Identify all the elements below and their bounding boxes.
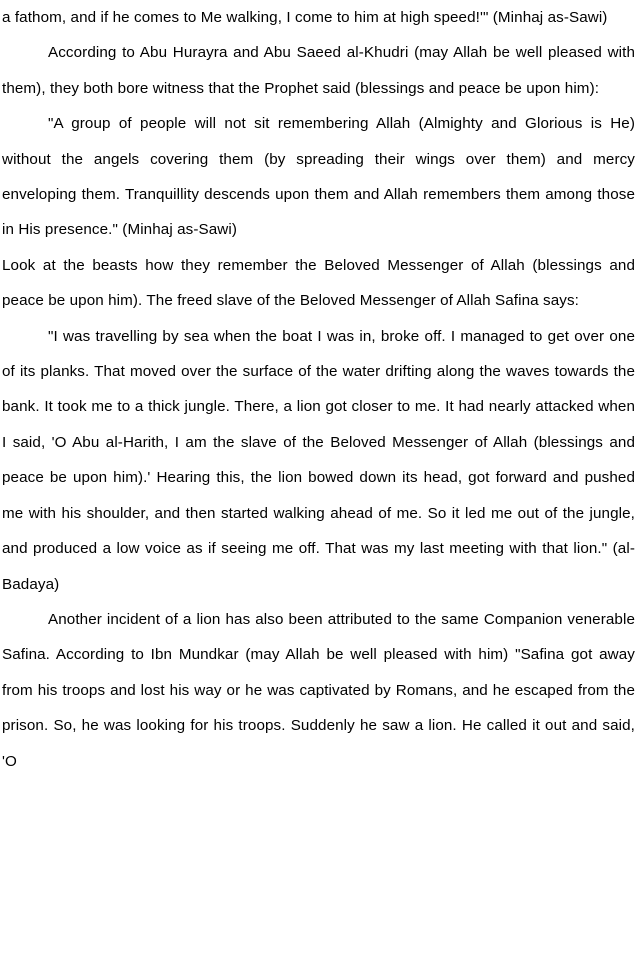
paragraph: According to Abu Hurayra and Abu Saeed al-Khudri (may Allah be well pleased with them), they both bore witness that the Prophet said (blessings and peace be upon him): bbox=[2, 44, 635, 97]
paragraph: "A group of people will not sit remembering Allah (Almighty and Glorious is He) without the angels covering them (by spreading their wings over them) and mercy enveloping them. Tranquillity descends upon them and Allah remembers them among those in His presence." (Minhaj as-Sawi) bbox=[2, 115, 635, 239]
paragraph: "I was travelling by sea when the boat I was in, broke off. I managed to get over one of its planks. That moved over the surface of the water drifting along the waves towards the bank. It took me to a thick jungle. There, a lion got closer to me. It had nearly attacked when I said, 'O Abu al-Harith, I am the slave of the Beloved Messenger of Allah (blessings and peace be upon him).' Hearing this, the lion bowed down its head, got forward and pushed me with his shoulder, and then started walking ahead of me. So it led me out of the jungle, and produced a low voice as if seeing me off. That was my last meeting with that lion." (al-Badaya) bbox=[2, 327, 635, 593]
paragraph: Look at the beasts how they remember the Beloved Messenger of Allah (blessings and peace be upon him). The freed slave of the Beloved Messenger of Allah Safina says: bbox=[2, 256, 635, 310]
paragraph: a fathom, and if he comes to Me walking, I come to him at high speed!'" (Minhaj as-Sawi) bbox=[2, 9, 608, 26]
paragraph: Another incident of a lion has also been attributed to the same Companion venerable Safina. According to Ibn Mundkar (may Allah be well pleased with him) "Safina got away from his troops and lost his way or he was captivated by Romans, and he escaped from the prison. So, he was looking for his troops. Suddenly he saw a lion. He called it out and said, 'O bbox=[2, 610, 635, 770]
